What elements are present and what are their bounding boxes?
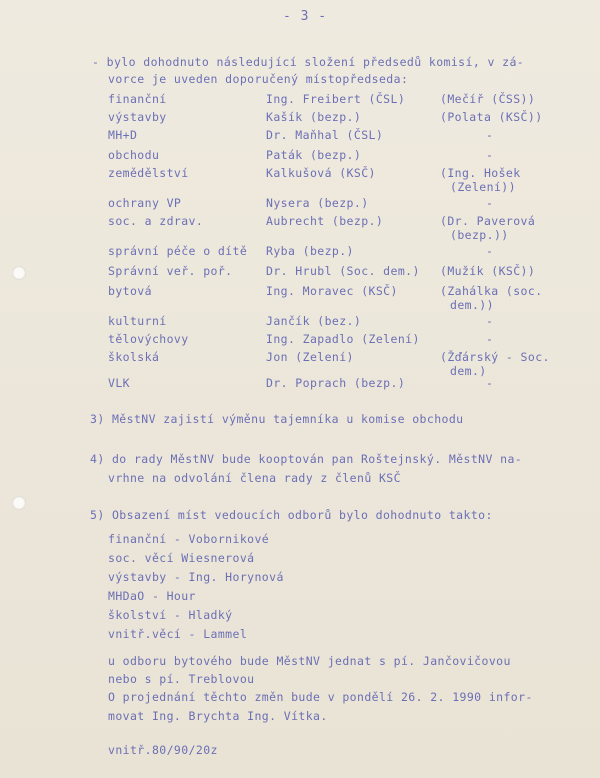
commission-name: správní péče o dítě	[108, 244, 248, 258]
commission-chair: Dr. Hrubl (Soc. dem.)	[266, 264, 420, 278]
point-3: 3) MěstNV zajistí výměnu tajemníka u komise obchodu	[90, 412, 464, 426]
commission-chair: Ing. Moravec (KSČ)	[266, 284, 398, 298]
department-item: finanční - Vobornikové	[108, 532, 270, 546]
commission-name: VLK	[108, 376, 130, 390]
commission-name: obchodu	[108, 148, 160, 162]
department-item: soc. věcí Wiesnerová	[108, 551, 255, 565]
commission-name: Správní veř. poř.	[108, 264, 233, 278]
commission-deputy: (Zahálka (soc.	[440, 284, 543, 298]
point-5-header: 5) Obsazení míst vedoucích odborů bylo dohodnuto takto:	[90, 508, 493, 522]
department-item: vnitř.věcí - Lammel	[108, 627, 248, 641]
page-number: - 3 -	[283, 9, 328, 24]
punch-hole	[12, 266, 26, 280]
commission-deputy: -	[486, 244, 494, 258]
note-line: movat Ing. Brychta Ing. Vítka.	[108, 709, 328, 723]
commission-name: soc. a zdrav.	[108, 214, 204, 228]
commission-deputy: -	[486, 314, 494, 328]
commission-chair: Ing. Freibert (ČSL)	[266, 92, 406, 106]
commission-deputy: (Dr. Paverová	[440, 214, 536, 228]
commission-name: MH+D	[108, 128, 138, 142]
department-item: MHDaO - Hour	[108, 589, 196, 603]
commission-deputy-cont: dem.)	[450, 364, 487, 378]
department-item: školství - Hladký	[108, 608, 233, 622]
commission-chair: Nysera (bezp.)	[266, 196, 369, 210]
commission-chair: Kalkušová (KSČ)	[266, 166, 376, 180]
commission-name: bytová	[108, 284, 152, 298]
commission-deputy: -	[486, 332, 494, 346]
department-item: výstavby - Ing. Horynová	[108, 570, 284, 584]
commission-chair: Ing. Zapadlo (Zelení)	[266, 332, 420, 346]
commission-chair: Dr. Maňhal (ČSL)	[266, 128, 384, 142]
commission-chair: Aubrecht (bezp.)	[266, 214, 384, 228]
commission-deputy: -	[486, 148, 494, 162]
commission-deputy-cont: (Zelení))	[450, 180, 516, 194]
punch-hole	[12, 496, 26, 510]
commission-deputy: (Mužík (KSČ))	[440, 264, 536, 278]
intro-line: vorce je uveden doporučený místopředseda:	[108, 72, 409, 86]
commission-deputy: (Žďárský - Soc.	[440, 350, 550, 364]
point-4-line: vrhne na odvolání člena rady z členů KSČ	[108, 471, 401, 485]
commission-deputy: -	[486, 128, 494, 142]
commission-chair: Jon (Zelení)	[266, 350, 354, 364]
commission-deputy-cont: dem.))	[450, 298, 494, 312]
commission-deputy: (Ing. Hošek	[440, 166, 521, 180]
commission-deputy: -	[486, 196, 494, 210]
commission-chair: Jančík (bez.)	[266, 314, 362, 328]
commission-chair: Ryba (bezp.)	[266, 244, 354, 258]
commission-name: školská	[108, 350, 160, 364]
commission-deputy: (Mečíř (ČSS))	[440, 92, 536, 106]
note-line: u odboru bytového bude MěstNV jednat s pí. Jančovičovou	[108, 654, 511, 668]
commission-chair: Kašík (bezp.)	[266, 110, 362, 124]
commission-deputy: (Polata (KSČ))	[440, 110, 543, 124]
commission-name: tělovýchovy	[108, 332, 189, 346]
commission-chair: Paták (bezp.)	[266, 148, 362, 162]
commission-deputy: -	[486, 376, 494, 390]
note-line: O projednání těchto změn bude v pondělí 26. 2. 1990 infor-	[108, 690, 533, 704]
commission-name: výstavby	[108, 110, 167, 124]
note-line: nebo s pí. Treblovou	[108, 672, 255, 686]
commission-name: finanční	[108, 92, 167, 106]
commission-chair: Dr. Poprach (bezp.)	[266, 376, 406, 390]
intro-line: - bylo dohodnuto následující složení předsedů komisí, v zá-	[92, 55, 525, 69]
reference-number: vnitř.80/90/20z	[108, 743, 218, 757]
commission-name: kulturní	[108, 314, 167, 328]
commission-name: zemědělství	[108, 166, 189, 180]
point-4-line: 4) do rady MěstNV bude kooptován pan Roštejnský. MěstNV na-	[90, 452, 523, 466]
commission-deputy-cont: (bezp.))	[450, 228, 509, 242]
commission-name: ochrany VP	[108, 196, 182, 210]
